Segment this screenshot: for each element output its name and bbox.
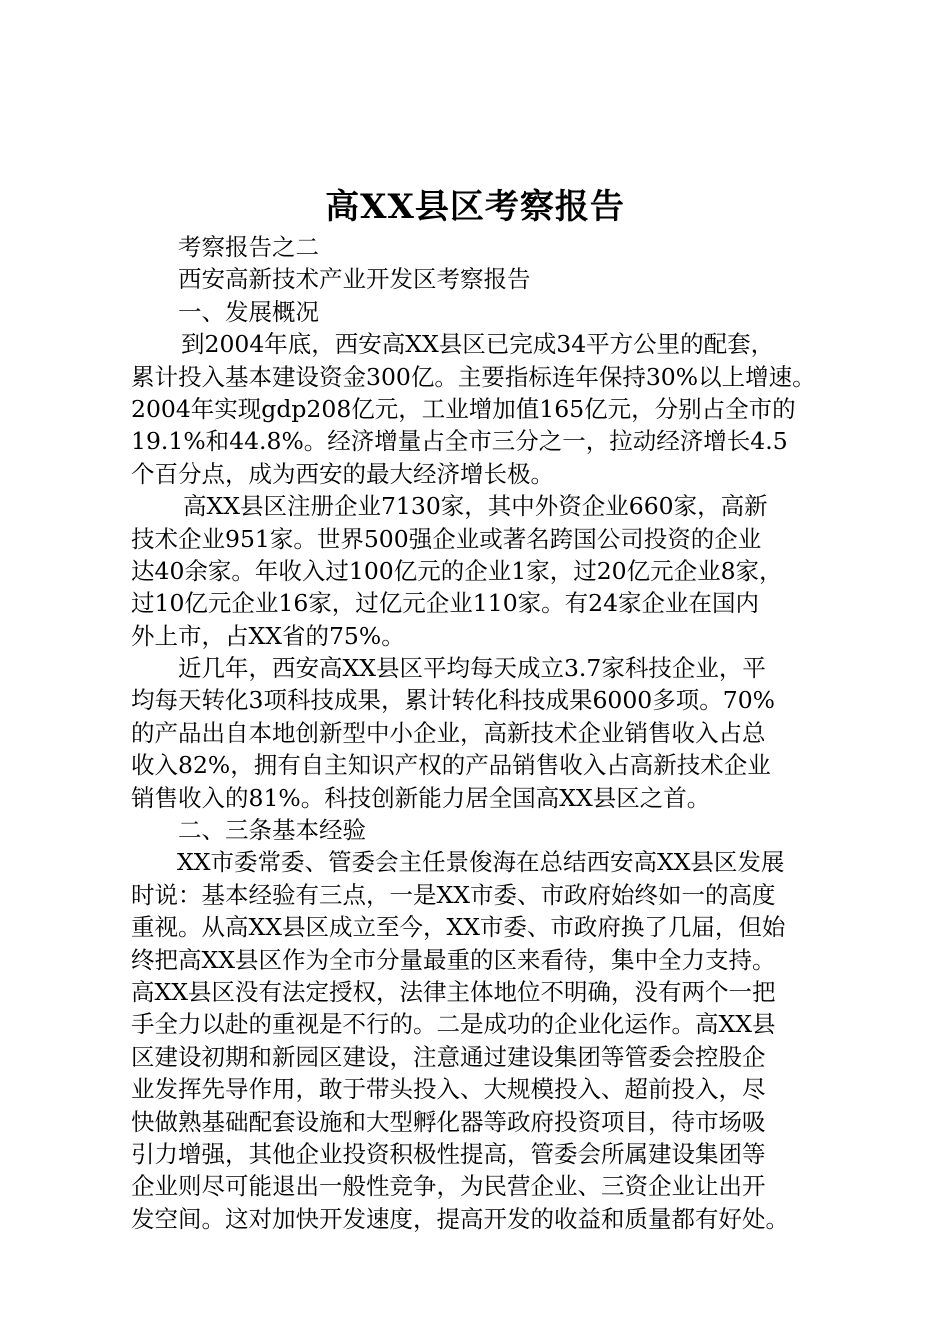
paragraph-line: 西安高新技术产业开发区考察报告 [178, 265, 531, 294]
paragraph-line: 19.1%和44.8%。经济增量占全市三分之一，拉动经济增长4.5 [131, 427, 788, 456]
paragraph-line: 收入82%，拥有自主知识产权的产品销售收入占高新技术企业 [131, 751, 771, 780]
paragraph-line: 均每天转化3项科技成果，累计转化科技成果6000多项。70% [131, 686, 775, 715]
paragraph-line: 引力增强，其他企业投资积极性提高，管委会所属建设集团等 [131, 1139, 766, 1168]
paragraph-line: 企业则尽可能退出一般性竞争，为民营企业、三资企业让出开 [131, 1172, 766, 1201]
paragraph-line: 近几年，西安高XX县区平均每天成立3.7家科技企业，平 [178, 654, 766, 683]
paragraph-line: 一、发展概况 [178, 297, 319, 326]
paragraph-line: 2004年实现gdp208亿元，工业增加值165亿元，分别占全市的 [131, 394, 796, 423]
document-title: 高XX县区考察报告 [325, 187, 625, 227]
paragraph-line: 累计投入基本建设资金300亿。主要指标连年保持30%以上增速。 [131, 362, 816, 391]
paragraph-line: 销售收入的81%。科技创新能力居全国高XX县区之首。 [131, 783, 711, 812]
paragraph-line: 重视。从高XX县区成立至今，XX市委、市政府换了几届，但始 [131, 913, 786, 942]
paragraph-line: 二、三条基本经验 [178, 816, 366, 845]
paragraph-line: 考察报告之二 [178, 233, 319, 261]
paragraph-line: 的产品出自本地创新型中小企业，高新技术企业销售收入占总 [131, 718, 766, 747]
paragraph-line: 快做熟基础配套设施和大型孵化器等政府投资项目，待市场吸 [131, 1107, 766, 1136]
paragraph-line: 过10亿元企业16家，过亿元企业110家。有24家企业在国内 [131, 589, 760, 618]
paragraph-line: 高XX县区注册企业7130家，其中外资企业660家，高新 [183, 492, 768, 521]
paragraph-line: 时说：基本经验有三点，一是XX市委、市政府始终如一的高度 [131, 880, 776, 909]
paragraph-line: 个百分点，成为西安的最大经济增长极。 [131, 459, 554, 488]
paragraph-line: 外上市，占XX省的75%。 [131, 621, 405, 650]
paragraph-line: 业发挥先导作用，敢于带头投入、大规模投入、超前投入，尽 [131, 1075, 766, 1104]
paragraph-line: 手全力以赴的重视是不行的。二是成功的企业化运作。高XX县 [131, 1010, 776, 1039]
document-body [131, 231, 831, 1235]
paragraph-line: 高XX县区没有法定授权，法律主体地位不明确，没有两个一把 [131, 977, 776, 1006]
paragraph-line: 达40余家。年收入过100亿元的企业1家，过20亿元企业8家， [131, 556, 783, 585]
paragraph-line: 技术企业951家。世界500强企业或著名跨国公司投资的企业 [131, 524, 762, 553]
paragraph-line: XX市委常委、管委会主任景俊海在总结西安高XX县区发展 [177, 848, 785, 877]
paragraph-line: 发空间。这对加快开发速度，提高开发的收益和质量都有好处。 [131, 1204, 789, 1233]
paragraph-line: 区建设初期和新园区建设，注意通过建设集团等管委会控股企 [131, 1042, 766, 1071]
paragraph-line: 终把高XX县区作为全市分量最重的区来看待，集中全力支持。 [131, 945, 776, 974]
paragraph-line: 到2004年底，西安高XX县区已完成34平方公里的配套， [181, 330, 775, 359]
